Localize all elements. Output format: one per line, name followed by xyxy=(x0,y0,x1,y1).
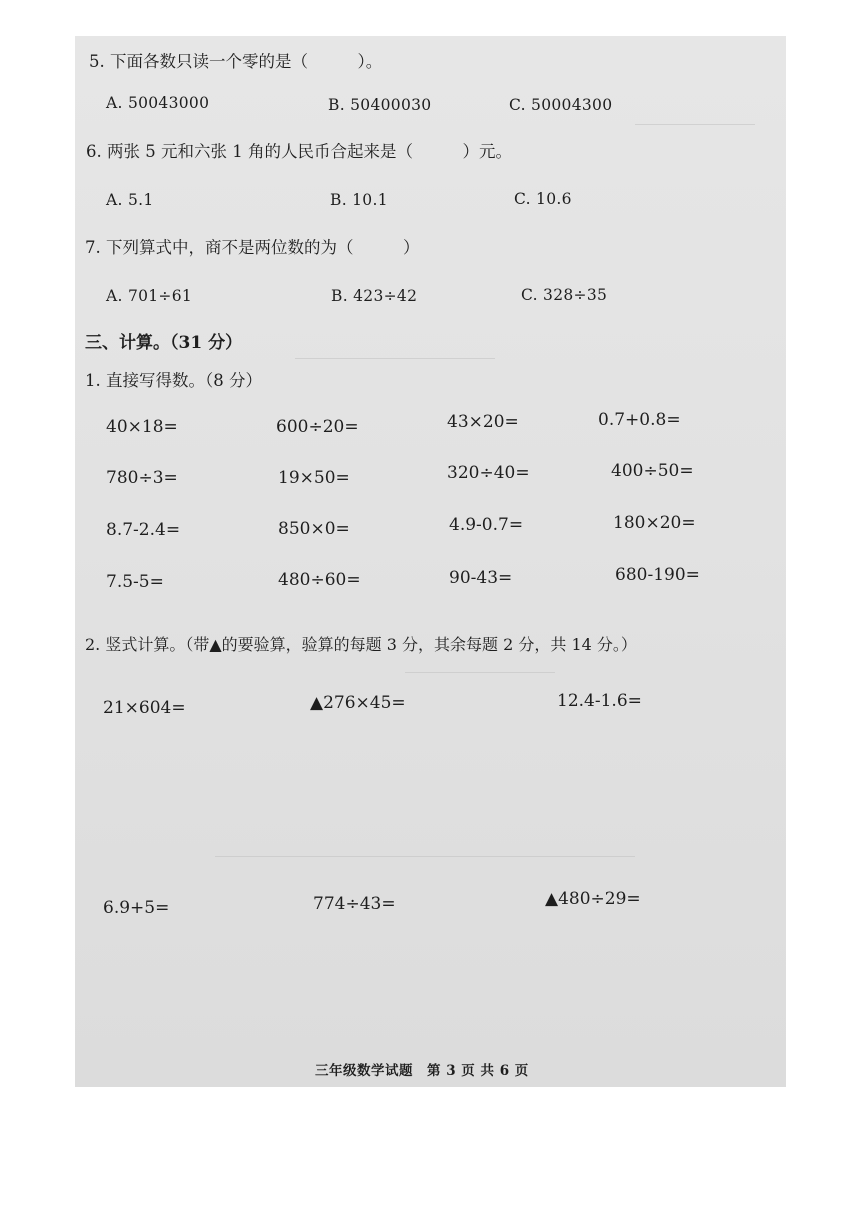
bleed-line xyxy=(215,856,635,857)
part-2-heading: 2. 竖式计算。（带▲的要验算，验算的每题 3 分，其余每题 2 分，共 14 分。） xyxy=(85,635,637,654)
section-3-heading: 三、计算。（31 分） xyxy=(85,333,243,353)
oral-calc-item: 7.5-5= xyxy=(106,572,164,592)
bleed-line xyxy=(295,358,495,359)
oral-calc-item: 4.9-0.7= xyxy=(449,515,524,535)
question-6-option-a: A. 5.1 xyxy=(106,191,154,209)
oral-calc-item: 600÷20= xyxy=(276,417,359,437)
vertical-calc-item: ▲480÷29= xyxy=(545,889,641,909)
vertical-calc-item: 21×604= xyxy=(103,698,186,718)
bleed-line xyxy=(405,672,555,673)
oral-calc-item: 850×0= xyxy=(278,519,350,539)
question-7-stem: 7. 下列算式中，商不是两位数的为（ ） xyxy=(85,238,420,257)
question-5-option-a: A. 50043000 xyxy=(106,94,210,112)
vertical-calc-item: 6.9+5= xyxy=(103,898,170,918)
oral-calc-item: 480÷60= xyxy=(278,570,361,590)
oral-calc-item: 40×18= xyxy=(106,417,178,437)
question-7-option-b: B. 423÷42 xyxy=(331,287,418,305)
oral-calc-item: 780÷3= xyxy=(106,468,178,488)
question-6-option-c: C. 10.6 xyxy=(514,190,572,208)
vertical-calc-item: 774÷43= xyxy=(313,894,396,914)
oral-calc-item: 90-43= xyxy=(449,568,513,588)
exam-page xyxy=(75,36,786,1087)
question-6-option-b: B. 10.1 xyxy=(330,191,388,209)
question-7-option-a: A. 701÷61 xyxy=(106,287,193,305)
oral-calc-item: 180×20= xyxy=(613,513,696,533)
bleed-line xyxy=(635,124,755,125)
oral-calc-item: 320÷40= xyxy=(447,463,530,483)
part-1-heading: 1. 直接写得数。（8 分） xyxy=(85,371,262,390)
oral-calc-item: 8.7-2.4= xyxy=(106,520,181,540)
oral-calc-item: 19×50= xyxy=(278,468,350,488)
oral-calc-item: 0.7+0.8= xyxy=(598,410,681,430)
question-6-stem: 6. 两张 5 元和六张 1 角的人民币合起来是（ ）元。 xyxy=(86,142,512,161)
question-7-option-c: C. 328÷35 xyxy=(521,286,608,304)
question-5-stem: 5. 下面各数只读一个零的是（ ）。 xyxy=(89,52,383,71)
vertical-calc-item: ▲276×45= xyxy=(310,693,406,713)
page-footer: 三年级数学试题 第 3 页 共 6 页 xyxy=(315,1063,529,1079)
oral-calc-item: 43×20= xyxy=(447,412,519,432)
question-5-option-b: B. 50400030 xyxy=(328,96,432,114)
question-5-option-c: C. 50004300 xyxy=(509,96,613,114)
oral-calc-item: 400÷50= xyxy=(611,461,694,481)
oral-calc-item: 680-190= xyxy=(615,565,700,585)
vertical-calc-item: 12.4-1.6= xyxy=(557,691,642,711)
